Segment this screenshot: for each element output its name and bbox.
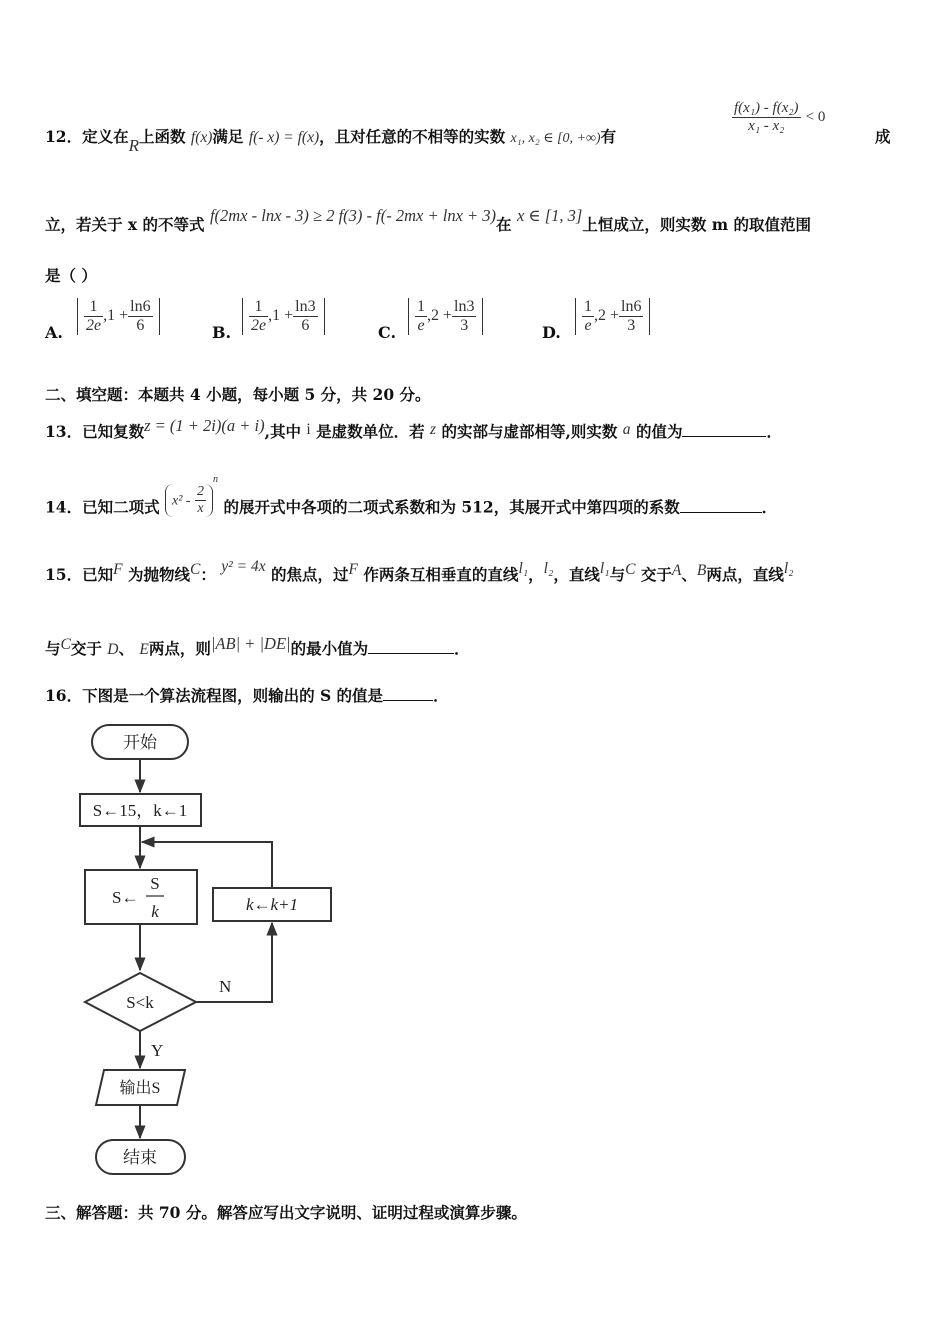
q15-text: ： [200,565,216,584]
binomial-x2: x² - [172,493,191,509]
q14-text: 的展开式中各项的二项式系数和为 512，其展开式中第四项的系数 [223,497,680,517]
flow-increment-label: k←k+1 [245,895,299,914]
q12-text: 立，若关于 x 的不等式 [45,215,205,234]
set-r: R [128,136,139,155]
parabola-c: C [189,561,201,578]
var-z: z [430,421,437,438]
flow-output-label: 输出S [119,1080,161,1097]
inequality: f(2mx - lnx - 3) ≥ 2 f(3) - f(- 2mx + lnx + 3) [209,206,497,225]
q15-text: 已知 [82,565,114,584]
section2-heading: 二、填空题：本题共 4 小题，每小题 5 分，共 20 分。 [45,385,431,404]
option-frac-num: ln3 [295,298,316,315]
option-mid: ,2 + [594,307,620,325]
q15-text: 交于 [70,639,102,658]
x-domain: x₁, x₂ ∈ [0, +∞) [510,131,601,146]
point-e: E [139,641,149,658]
frac-numerator: f(x₁) - f(x₂) [734,100,799,116]
line-l1: l₁ [518,560,529,577]
flow-assign-num: S [150,874,160,893]
flow-assign-left: S← [112,888,139,907]
option-frac-den: 2e [86,317,102,334]
q13-text: 是虚数单位．若 [316,422,425,441]
q15-text: 、 [681,565,697,584]
var-a: a [622,421,631,438]
q15-end: ． [454,639,470,658]
q15-text: 与 [609,565,626,584]
option-frac-den: e [584,317,592,334]
fx: f(x) [190,129,213,146]
distance-sum: |AB| + |DE| [210,634,291,653]
q15-text: 两点，则 [148,639,211,658]
q12-text: 在 [496,215,512,234]
parabola-c: C [625,561,636,578]
q15-text: 为抛物线 [127,565,190,584]
option-frac-num: 1 [249,298,268,317]
option-mid: ,2 + [427,307,453,325]
q12-number: 12． [45,127,83,146]
option-frac-den: 2e [251,317,267,334]
option-frac-num: 1 [584,298,592,315]
q12-text: 定义在 [82,127,129,146]
binomial-den: x [197,501,204,516]
flow-condition-label: S<k [126,993,154,1012]
binomial-num: 2 [197,484,205,499]
q15-text: ，直线 [553,565,600,584]
q13-end: ． [766,422,782,441]
q14-number: 14． [45,497,83,517]
q16-end: ． [433,686,449,705]
q12-text: 上恒成立，则实数 m 的取值范围 [582,215,812,234]
x-range: x ∈ [1, 3] [516,206,583,225]
q12-text: 是（ ） [45,266,97,285]
option-frac-num: ln6 [130,298,151,315]
q15-text: ， [528,565,544,584]
flow-assign-shape [85,870,197,924]
q14-text: 已知二项式 [82,497,160,517]
q15-text: 的焦点，过 [271,565,349,584]
option-frac-den: 3 [627,317,636,334]
point-d: D [107,641,119,658]
option-frac-num: ln6 [621,298,642,315]
imag-unit: i [306,421,311,438]
flow-yes-label: Y [151,1041,164,1060]
q15-text: 交于 [640,565,672,584]
option-mid: ,1 + [103,307,129,325]
option-frac-den: 3 [460,317,469,334]
option-frac-den: e [417,317,425,334]
flow-end-label: 结束 [123,1148,157,1167]
flow-start-label: 开始 [123,733,157,752]
parabola-c: C [60,636,71,653]
exponent-n: n [213,474,219,486]
option-frac-num: ln3 [454,298,475,315]
option-frac-den: 6 [301,317,310,334]
q13-number: 13． [45,422,83,441]
option-mid: ,1 + [268,307,294,325]
flow-assign-den: k [151,902,159,921]
q12-text: 成 [875,127,891,146]
option-frac-num: 1 [417,298,425,315]
option-label: B. [212,323,232,342]
q13-text: 的值为 [635,422,683,441]
option-label: A. [45,323,63,342]
line-l2: l₂ [783,560,794,577]
q12-text: 上函数 [138,127,186,146]
q15-text: 两点，直线 [706,565,784,584]
less-than-zero: < 0 [805,109,826,125]
q15-text: 的最小值为 [290,639,369,658]
line-l2: l₂ [543,560,554,577]
q12-text: 有 [600,127,617,146]
q15-text: 与 [45,639,61,658]
q13-text: 已知复数 [82,422,145,441]
q14-end: ． [761,497,778,517]
line-l1: l₁ [599,560,610,577]
flow-init-label: S←15，k←1 [92,801,188,820]
option-label: D. [542,323,561,342]
q12-text: ，且对任意的不相等的实数 [319,127,506,146]
q15-text: 作两条互相垂直的直线 [363,565,519,584]
complex-expr: z = (1 + 2i)(a + i) [144,416,265,435]
point-a: A [671,562,682,579]
option-frac-den: 6 [136,317,145,334]
option-frac-num: 1 [84,298,103,317]
q13-text: ,其中 [264,422,301,441]
point-b: B [696,562,707,579]
flow-no-label: N [219,977,232,996]
q15-text: 、 [118,639,134,658]
q16-text: 16．下图是一个算法流程图，则输出的 S 的值是 [45,686,384,705]
focus-f: F [348,561,359,578]
frac-denominator: x₁ - x₂ [748,118,785,134]
option-label: C. [378,323,397,342]
parabola-eq: y² = 4x [221,558,266,575]
q13-text: 的实部与虚部相等,则实数 [441,422,618,441]
section3-heading: 三、解答题：共 70 分。解答应写出文字说明、证明过程或演算步骤。 [45,1203,527,1222]
even-condition: f(- x) = f(x) [248,129,320,146]
focus-f: F [113,561,123,578]
q15-number: 15． [45,565,83,584]
q12-text: 满足 [212,127,244,146]
